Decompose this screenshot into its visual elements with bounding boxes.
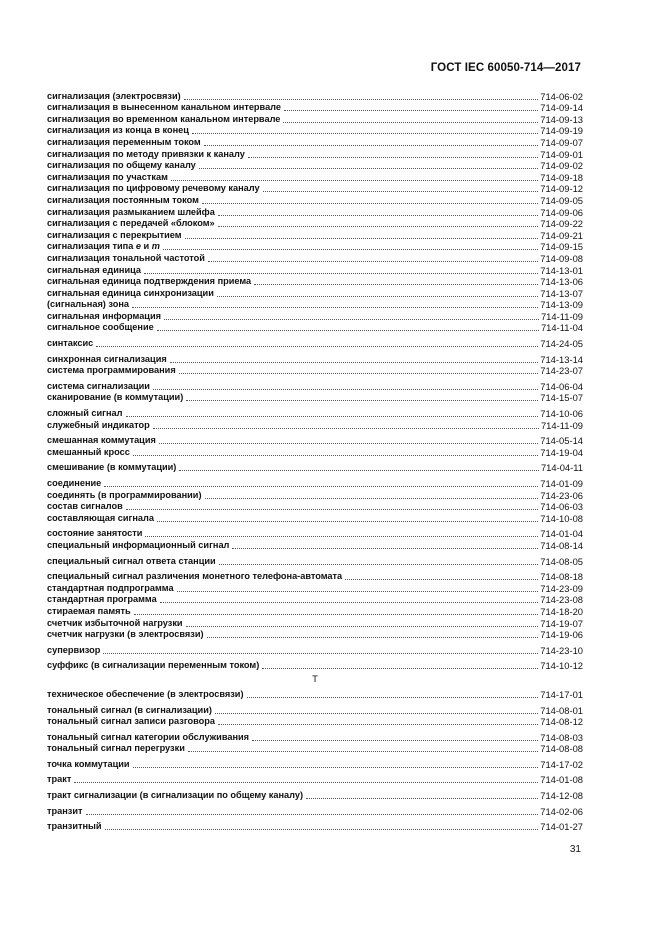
- dot-leader: [218, 215, 538, 216]
- index-term: сигнализация постоянным током: [47, 194, 199, 205]
- term-code: 714-01-08: [540, 774, 583, 786]
- index-entry: [47, 183, 583, 195]
- index-term: сигнализация по общему каналу: [47, 160, 196, 171]
- dot-leader: [126, 416, 539, 417]
- term-code: 714-23-07: [540, 365, 583, 377]
- index-term: синхронная сигнализация: [47, 353, 167, 364]
- term-code: 714-02-06: [540, 805, 583, 817]
- term-code: 714-06-04: [540, 380, 583, 392]
- index-entry: [47, 113, 583, 125]
- index-entry: [47, 629, 583, 641]
- dot-leader: [262, 668, 538, 669]
- index-entry: [47, 512, 583, 524]
- document-header: ГОСТ IEC 60050-714—2017: [430, 62, 581, 74]
- index-entry: [47, 299, 583, 311]
- index-term: транзитный: [47, 821, 102, 832]
- index-term: сигнализация в вынесенном канальном интервале: [47, 102, 282, 113]
- index-entry: [47, 419, 583, 431]
- index-term: сигнализация по цифровому речевому каналу: [47, 183, 260, 194]
- index-entry: [47, 688, 583, 700]
- index-entry: [47, 206, 583, 218]
- dot-leader: [126, 509, 539, 510]
- dot-leader: [153, 389, 538, 390]
- index-term: специальный сигнал различения монетного телефона-автомата: [47, 571, 343, 582]
- index-entry: [47, 229, 583, 241]
- index-term: сигнальная единица синхронизации: [47, 287, 214, 298]
- term-code: 714-01-04: [540, 528, 583, 540]
- term-code: 714-23-08: [540, 594, 583, 606]
- index-term: стираемая память: [47, 605, 131, 616]
- term-code: 714-09-15: [540, 241, 583, 253]
- dot-leader: [186, 400, 538, 401]
- dot-leader: [133, 455, 538, 456]
- index-term: специальный сигнал ответа станции: [47, 555, 216, 566]
- dot-leader: [263, 191, 539, 192]
- index-entry: [47, 310, 583, 322]
- term-code: 714-09-08: [540, 252, 583, 264]
- term-code: 714-08-18: [540, 571, 583, 583]
- index-entry: [47, 125, 583, 137]
- dot-leader: [133, 767, 539, 768]
- index-term: сигнализация (электросвязи): [47, 90, 181, 101]
- index-term: техническое обеспечение (в электросвязи): [47, 688, 244, 699]
- dot-leader: [105, 829, 539, 830]
- dot-leader: [163, 249, 538, 250]
- index-entry: [47, 276, 583, 288]
- index-entry: [47, 90, 583, 102]
- term-code: 714-13-07: [540, 287, 583, 299]
- index-term: сигнальная единица: [47, 264, 141, 275]
- dot-leader: [159, 443, 538, 444]
- index-term-part: сигнализация типа: [47, 241, 136, 252]
- index-entry: [47, 218, 583, 230]
- dot-leader: [199, 168, 538, 169]
- index-term: стандартная программа: [47, 594, 157, 605]
- term-code: 714-09-13: [540, 113, 583, 125]
- index-term: соединение: [47, 478, 102, 488]
- index-entry: [47, 380, 583, 392]
- term-code: 714-01-27: [540, 821, 583, 833]
- dot-leader: [207, 637, 539, 638]
- index-term: соединять (в программировании): [47, 489, 202, 500]
- index-term: тональный сигнал записи разговора: [47, 716, 216, 727]
- index-entry: [47, 241, 583, 253]
- dot-leader: [153, 428, 539, 429]
- index-term: счетчик избыточной нагрузки: [47, 617, 183, 628]
- index-term: счетчик нагрузки (в электросвязи): [47, 629, 204, 640]
- dot-leader: [132, 307, 538, 308]
- index-entry: [47, 322, 583, 334]
- dot-leader: [145, 536, 538, 537]
- dot-leader: [184, 99, 539, 100]
- term-code: 714-06-02: [540, 90, 583, 102]
- dot-leader: [96, 346, 538, 347]
- index-entry: [47, 617, 583, 629]
- index-term: система программирования: [47, 365, 176, 376]
- index-entry: [47, 102, 583, 114]
- index-term: сигнальная единица подтверждения приема: [47, 276, 252, 287]
- index-entry: [47, 160, 583, 172]
- term-code: 714-23-09: [540, 582, 583, 594]
- index-entry: [47, 435, 583, 447]
- term-code: 714-09-05: [540, 194, 583, 206]
- term-code: 714-19-07: [540, 617, 583, 629]
- dot-leader: [219, 564, 539, 565]
- term-code: 714-09-06: [540, 206, 583, 218]
- index-term: тракт: [47, 774, 72, 785]
- term-code: 714-11-04: [540, 322, 583, 334]
- index-term: смешивание (в коммутации): [47, 462, 177, 473]
- index-term: сигнализация переменным током: [47, 136, 201, 147]
- dot-leader: [247, 697, 539, 698]
- dot-leader: [179, 470, 539, 471]
- term-code: 714-09-07: [540, 136, 583, 148]
- index-term: сигнализация с передачей «блоком»: [47, 218, 215, 229]
- dot-leader: [283, 122, 538, 123]
- index-entry: [47, 501, 583, 513]
- term-code: 714-17-02: [540, 758, 583, 770]
- dot-leader: [218, 226, 539, 227]
- index-term-part: e: [135, 241, 141, 252]
- index-entry: [47, 539, 583, 551]
- dot-leader: [157, 521, 538, 522]
- index-entry: [47, 148, 583, 160]
- dot-leader: [232, 548, 538, 549]
- index-term: транзит: [47, 805, 83, 816]
- term-code: 714-11-09: [540, 310, 583, 322]
- dot-leader: [164, 319, 539, 320]
- index-entry: [47, 365, 583, 377]
- index-entry: [47, 821, 583, 833]
- index-term: стандартная подпрограмма: [47, 582, 174, 593]
- index-entry: [47, 789, 583, 801]
- index-term: суффикс (в сигнализации переменным током): [47, 660, 260, 671]
- dot-leader: [157, 330, 539, 331]
- index-term: составляющая сигнала: [47, 512, 154, 523]
- term-code: 714-13-14: [540, 353, 583, 365]
- term-code: 714-18-20: [540, 605, 583, 617]
- index-term: сигнализация во временном канальном интервале: [47, 113, 281, 124]
- dot-leader: [248, 157, 538, 158]
- index-term: состояние занятости: [47, 528, 143, 539]
- index-entry: [47, 644, 583, 656]
- term-code: 714-09-19: [540, 125, 583, 137]
- index-term: сигнальная информация: [47, 310, 161, 321]
- term-code: 714-04-11: [540, 462, 583, 474]
- index-entry: [47, 758, 583, 770]
- index-entry: [47, 287, 583, 299]
- term-code: 714-09-22: [540, 218, 583, 230]
- index-entry: [47, 264, 583, 276]
- term-code: 714-17-01: [540, 688, 583, 700]
- index-entry: [47, 353, 583, 365]
- term-code: 714-10-12: [540, 660, 583, 672]
- dot-leader: [192, 133, 538, 134]
- term-code: 714-11-09: [540, 419, 583, 431]
- term-code: 714-24-05: [540, 338, 583, 350]
- index-term-part: и: [140, 241, 152, 252]
- index-term: [47, 241, 160, 252]
- term-code: 714-09-02: [540, 160, 583, 172]
- index-entry: [47, 805, 583, 817]
- index-entry: [47, 136, 583, 148]
- index-term: система сигнализации: [47, 380, 150, 391]
- dot-leader: [160, 602, 539, 603]
- term-code: 714-08-14: [540, 539, 583, 551]
- index-entry: [47, 252, 583, 264]
- dot-leader: [86, 814, 539, 815]
- term-code: 714-10-06: [540, 408, 583, 420]
- index-entry: [47, 477, 583, 489]
- index-term: тракт сигнализации (в сигнализации по общему каналу): [47, 790, 304, 801]
- term-code: 714-19-04: [540, 446, 583, 458]
- index-entry: [47, 594, 583, 606]
- dot-leader: [217, 296, 538, 297]
- term-code: 714-09-21: [540, 229, 583, 241]
- index-term: синтаксис: [47, 338, 94, 349]
- dot-leader: [252, 740, 538, 741]
- term-code: 714-09-14: [540, 102, 583, 114]
- dot-leader: [284, 110, 538, 111]
- index-term: специальный информационный сигнал: [47, 539, 230, 550]
- index-term: сигнализация по участкам: [47, 171, 168, 182]
- index-term: супервизор: [47, 644, 101, 655]
- index-term: тональный сигнал перегрузки: [47, 743, 185, 754]
- dot-leader: [306, 798, 538, 799]
- index-list: [47, 90, 583, 832]
- index-term: точка коммутации: [47, 758, 130, 769]
- index-entry: [47, 462, 583, 474]
- dot-leader: [134, 614, 539, 615]
- index-entry: [47, 555, 583, 567]
- index-term: сложный сигнал: [47, 408, 123, 419]
- index-entry: [47, 528, 583, 540]
- index-term: тональный сигнал (в сигнализации): [47, 704, 212, 715]
- dot-leader: [103, 653, 538, 654]
- dot-leader: [177, 591, 539, 592]
- index-term: смешанная коммутация: [47, 435, 156, 446]
- index-term: служебный индикатор: [47, 419, 150, 430]
- dot-leader: [188, 751, 538, 752]
- index-term: тональный сигнал категории обслуживания: [47, 731, 250, 742]
- term-code: 714-06-03: [540, 501, 583, 513]
- index-entry: [47, 571, 583, 583]
- dot-leader: [104, 486, 538, 487]
- index-term: (сигнальная) зона: [47, 299, 130, 310]
- index-entry: [47, 605, 583, 617]
- dot-leader: [218, 724, 538, 725]
- term-code: 714-01-09: [540, 478, 583, 489]
- dot-leader: [215, 713, 538, 714]
- index-term: состав сигналов: [47, 501, 123, 512]
- term-code: 714-09-01: [540, 148, 583, 160]
- dot-leader: [254, 284, 538, 285]
- term-code: 714-08-08: [540, 743, 583, 755]
- term-code: 714-15-07: [540, 392, 583, 404]
- term-code: 714-13-06: [540, 276, 583, 288]
- index-entry: [47, 704, 583, 716]
- index-entry: [47, 731, 583, 743]
- term-code: 714-12-08: [540, 790, 583, 802]
- dot-leader: [205, 498, 539, 499]
- dot-leader: [202, 203, 538, 204]
- index-term: сигнальное сообщение: [47, 322, 154, 333]
- section-letter: Т: [312, 674, 318, 686]
- dot-leader: [171, 180, 538, 181]
- index-term: сигнализация с перекрытием: [47, 229, 182, 240]
- term-code: 714-13-09: [540, 299, 583, 311]
- term-code: 714-10-08: [540, 512, 583, 524]
- index-group-s: [47, 90, 583, 671]
- term-code: 714-08-12: [540, 716, 583, 728]
- term-code: 714-08-03: [540, 731, 583, 743]
- term-code: 714-05-14: [540, 435, 583, 447]
- term-code: 714-08-05: [540, 555, 583, 567]
- dot-leader: [179, 373, 539, 374]
- dot-leader: [185, 238, 539, 239]
- dot-leader: [186, 626, 539, 627]
- index-entry: [47, 392, 583, 404]
- index-group-t: [47, 688, 583, 832]
- index-term-part: m: [151, 241, 160, 252]
- term-code: 714-09-12: [540, 183, 583, 195]
- dot-leader: [74, 782, 538, 783]
- index-term: сигнализация из конца в конец: [47, 125, 189, 136]
- index-entry: [47, 446, 583, 458]
- index-entry: [47, 582, 583, 594]
- index-entry: [47, 743, 583, 755]
- index-entry: [47, 337, 583, 349]
- index-entry: [47, 716, 583, 728]
- index-entry: [47, 171, 583, 183]
- dot-leader: [208, 261, 538, 262]
- dot-leader: [144, 273, 538, 274]
- index-term: сигнализация по методу привязки к каналу: [47, 148, 245, 159]
- dot-leader: [170, 362, 539, 363]
- term-code: 714-09-18: [540, 171, 583, 183]
- index-entry: [47, 774, 583, 786]
- index-term: смешанный кросс: [47, 446, 130, 457]
- index-term: сигнализация размыканием шлейфа: [47, 206, 215, 217]
- index-term: сигнализация тональной частотой: [47, 252, 205, 263]
- term-code: 714-23-06: [540, 489, 583, 501]
- index-entry: [47, 407, 583, 419]
- term-code: 714-19-06: [540, 629, 583, 641]
- dot-leader: [345, 579, 538, 580]
- index-term: сканирование (в коммутации): [47, 392, 184, 403]
- index-entry: [47, 660, 583, 672]
- term-code: 714-23-10: [540, 644, 583, 656]
- term-code: 714-08-01: [540, 704, 583, 716]
- term-code: 714-13-01: [540, 264, 583, 276]
- page-number: 31: [569, 844, 581, 855]
- dot-leader: [204, 145, 539, 146]
- index-entry: [47, 489, 583, 501]
- index-entry: [47, 194, 583, 206]
